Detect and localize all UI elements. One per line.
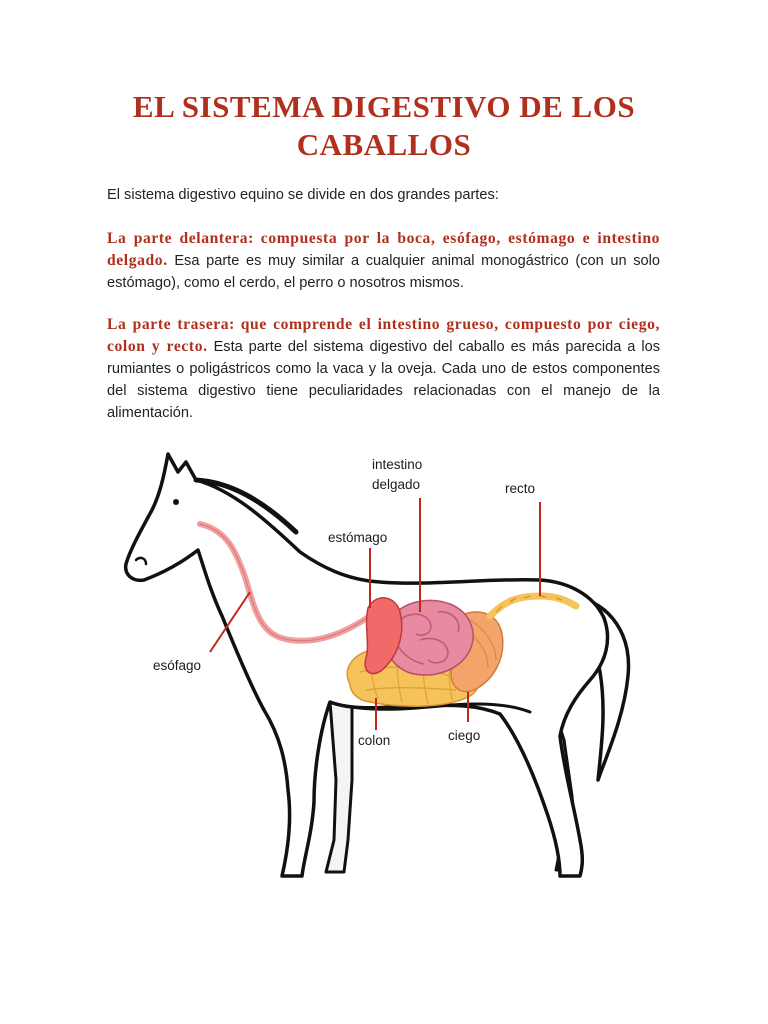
horse-digestive-diagram bbox=[0, 440, 768, 920]
intro-paragraph: El sistema digestivo equino se divide en dos grandes partes: bbox=[107, 187, 499, 203]
label-intestino-line1: intestino bbox=[372, 457, 423, 472]
label-intestino-line2: delgado bbox=[372, 477, 421, 492]
label-colon: colon bbox=[358, 733, 391, 748]
rear-part-highlight: que comprende el intestino grueso, compuesto por ciego, colon y recto. bbox=[107, 316, 660, 355]
label-recto: recto bbox=[505, 481, 536, 496]
front-part-paragraph bbox=[107, 228, 660, 294]
front-part-text: Esa parte es muy similar a cualquier animal monogástrico (con un solo estómago), como el cerdo, el perro o nosotros mismos. bbox=[107, 253, 660, 291]
rear-part-text: Esta parte del sistema digestivo del caballo es más parecida a los rumiantes o poligástricos como la vaca y la oveja. Cada uno de estos componentes del sistema digestivo tiene peculiaridades relacionadas con el manejo de la alimentación. bbox=[107, 339, 660, 421]
label-esofago: esófago bbox=[153, 658, 202, 673]
label-estomago: estómago bbox=[328, 530, 388, 545]
label-ciego: ciego bbox=[448, 728, 481, 743]
rear-part-heading: La parte trasera: bbox=[107, 316, 235, 333]
page-title: EL SISTEMA DIGESTIVO DE LOS CABALLOS bbox=[132, 89, 636, 162]
front-part-highlight: compuesta por la boca, esófago, estómago e intestino delgado. bbox=[107, 230, 660, 269]
front-part-heading: La parte delantera: bbox=[107, 230, 254, 247]
rear-part-paragraph bbox=[107, 314, 660, 424]
